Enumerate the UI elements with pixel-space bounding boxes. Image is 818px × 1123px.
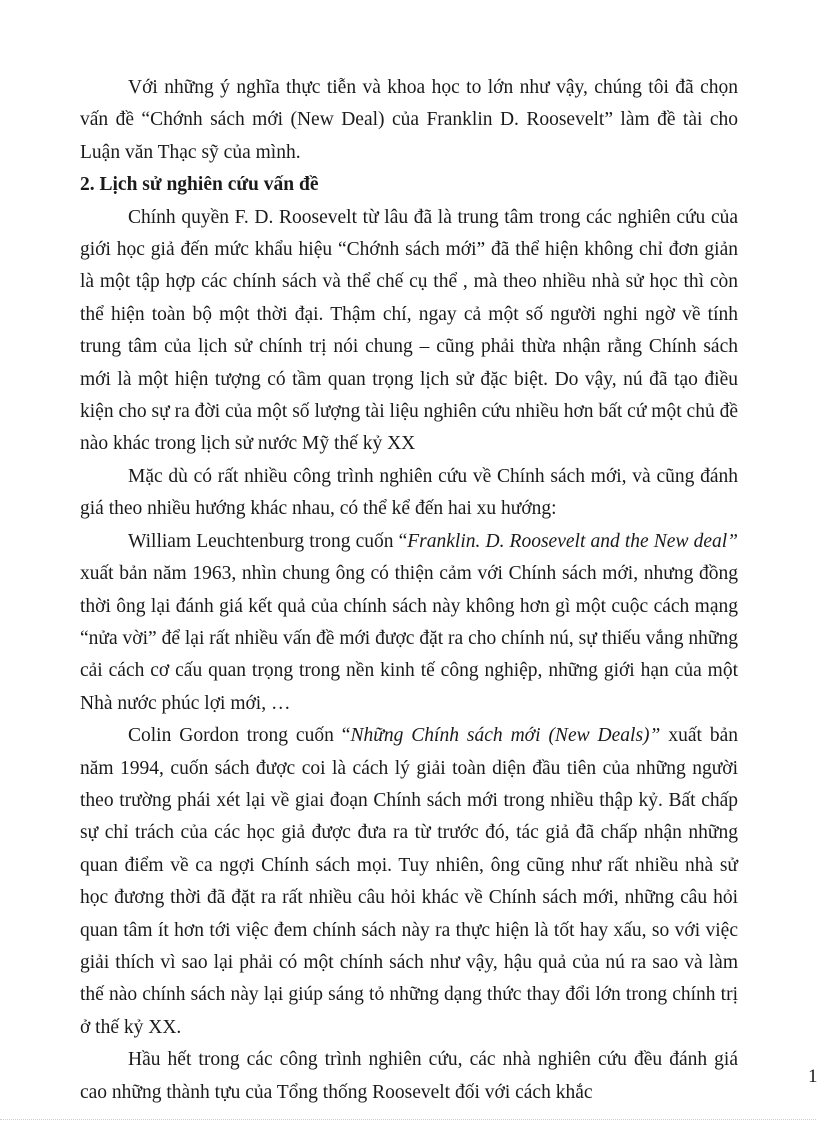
gordon-book-title: Những Chính sách mới (New Deals)”: [350, 725, 661, 747]
document-page: [80, 72, 738, 1109]
leuchtenburg-intro: William Leuchtenburg trong cuốn “: [128, 530, 408, 552]
leuchtenburg-body: xuất bản năm 1963, nhìn chung ông có thiện cảm với Chính sách mới, nhưng đồng thời ông lại đánh giá kết quả của chính sách này không hơn gì một cuộc cách mạng “nửa vời” để lại rất nhiều vấn đề mới được đặt ra cho chính nú, sự thiếu vắng những cải cách cơ cấu quan trọng trong nền kinh tế công nghiệp, những giới hạn của một Nhà nước phúc lợi mới, …: [80, 563, 738, 714]
page-bottom-divider: [0, 1119, 816, 1120]
paragraph-roosevelt-administration: Chính quyền F. D. Roosevelt từ lâu đã là trung tâm trong các nghiên cứu của giới học giả đến mức khẩu hiệu “Chớnh sách mới” đã thể hiện không chỉ đơn giản là một tập hợp các chính sách và thể chế cụ thể , mà theo nhiều nhà sử học thì còn thể hiện toàn bộ một thời đại. Thậm chí, ngay cả một số người nghi ngờ về tính trung tâm của lịch sử chính trị nói chung – cũng phải thừa nhận rằng Chính sách mới là một hiện tượng có tầm quan trọng lịch sử đặc biệt. Do vậy, nú đã tạo điều kiện cho sự ra đời của một số lượng tài liệu nghiên cứu nhiều hơn bất cứ một chủ đề nào khác trong lịch sử nước Mỹ thế kỷ XX: [80, 206, 738, 455]
paragraph-gordon: [80, 720, 738, 1044]
leuchtenburg-book-title: Franklin. D. Roosevelt and the New deal”: [407, 530, 738, 552]
gordon-body: xuất bản năm 1994, cuốn sách được coi là cách lý giải toàn diện đầu tiên của những người theo trường phái xét lại về giai đoạn Chính sách mới trong nhiều thập kỷ. Bất chấp sự chỉ trách của các học giả được đưa ra từ trước đó, tác giả đã chấp nhận những quan điểm về ca ngợi Chính sách mọi. Tuy nhiên, ông cũng như rất nhiều nhà sử học đương thời đã đặt ra rất nhiều câu hỏi khác về Chính sách mới, những câu hỏi quan tâm ít hơn tới việc đem chính sách này ra thực hiện là tốt hay xấu, so với việc giải thích vì sao lại phải có một chính sách như vậy, hậu quả của nú ra sao và làm thế nào chính sách này lại giúp sáng tỏ những dạng thức thay đổi lớn trong chính trị ở thế kỷ XX.: [80, 725, 739, 1038]
paragraph-intro-conclusion: Với những ý nghĩa thực tiễn và khoa học to lớn như vậy, chúng tôi đã chọn vấn đề “Chớnh sách mới (New Deal) của Franklin D. Roosevelt” làm đề tài cho Luận văn Thạc sỹ của mình.: [80, 77, 738, 163]
section-heading-research-history: 2. Lịch sử nghiên cứu vấn đề: [80, 174, 319, 196]
gordon-intro: Colin Gordon trong cuốn “: [128, 725, 351, 747]
page-number: 1: [808, 1066, 818, 1087]
paragraph-leuchtenburg: [80, 526, 738, 720]
paragraph-achievements: Hầu hết trong các công trình nghiên cứu, các nhà nghiên cứu đều đánh giá cao những thành tựu của Tổng thống Roosevelt đối với cách khắc: [80, 1049, 738, 1103]
paragraph-two-trends: Mặc dù có rất nhiều công trình nghiên cứu về Chính sách mới, và cũng đánh giá theo nhiều hướng khác nhau, có thể kể đến hai xu hướng:: [80, 465, 738, 520]
